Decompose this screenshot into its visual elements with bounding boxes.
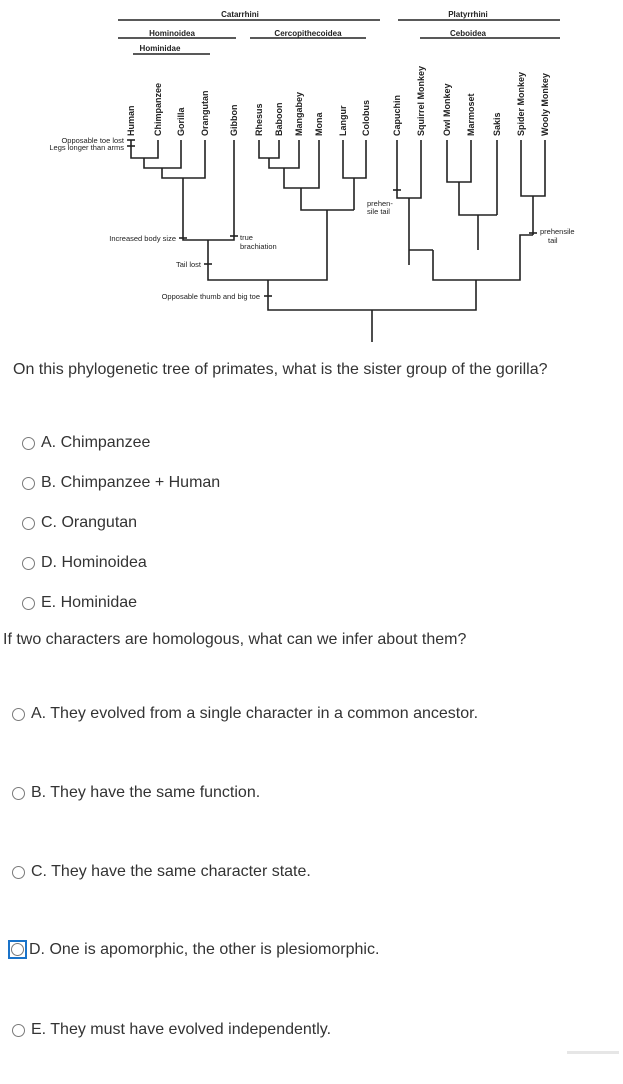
radio-icon[interactable]: [22, 437, 35, 450]
q1-option-c-label: C. Orangutan: [41, 514, 138, 531]
q1-option-a-label: A. Chimpanzee: [41, 434, 151, 451]
trait-tail-lost: Tail lost: [175, 260, 201, 269]
group-label-hominoidea: Hominoidea: [149, 29, 195, 38]
q2-option-d[interactable]: [8, 940, 379, 959]
taxon-label: Gibbon: [229, 104, 239, 136]
radio-icon[interactable]: [12, 1024, 25, 1037]
q2-option-e[interactable]: [12, 1021, 331, 1039]
taxon-label: Human: [126, 105, 136, 136]
focus-ring[interactable]: [8, 940, 27, 959]
taxon-label: Wooly Monkey: [540, 73, 550, 136]
q2-option-c-label: C. They have the same character state.: [31, 863, 311, 880]
q2-option-c[interactable]: [12, 863, 311, 881]
trait-opposable-thumb-big-toe: Opposable thumb and big toe: [161, 292, 260, 301]
q1-option-b-label: B. Chimpanzee + Human: [41, 474, 221, 491]
group-label-cercopithecoidea: Cercopithecoidea: [274, 29, 342, 38]
trait-true-brachiation-line2: brachiation: [240, 242, 277, 251]
trait-true-brachiation-line1: true: [240, 233, 253, 242]
taxon-label: Sakis: [492, 112, 502, 136]
q2-option-b[interactable]: [12, 784, 260, 802]
question-1-text: On this phylogenetic tree of primates, what is the sister group of the gorilla?: [13, 361, 548, 378]
group-label-catarrhini: Catarrhini: [221, 10, 259, 19]
radio-icon[interactable]: [22, 597, 35, 610]
taxon-label: Mangabey: [294, 91, 304, 136]
taxon-label: Baboon: [274, 102, 284, 136]
trait-prehensile-tail-1-line1: prehen-: [367, 199, 393, 208]
taxon-label: Owl Monkey: [442, 83, 452, 136]
trait-prehensile-tail-2-line2: tail: [548, 236, 558, 245]
radio-icon[interactable]: [22, 517, 35, 530]
q2-option-e-label: E. They must have evolved independently.: [31, 1021, 332, 1038]
q2-option-d-label: D. One is apomorphic, the other is plesiomorphic.: [29, 940, 380, 958]
taxon-label: Marmoset: [466, 93, 476, 136]
question-2-text: If two characters are homologous, what can we infer about them?: [3, 631, 467, 648]
radio-icon[interactable]: [12, 787, 25, 800]
group-label-ceboidea: Ceboidea: [449, 29, 487, 38]
taxon-label: Capuchin: [392, 94, 402, 136]
taxon-label: Mona: [314, 112, 324, 136]
taxon-label: Squirrel Monkey: [416, 65, 426, 136]
q1-option-e[interactable]: [22, 594, 137, 612]
trait-legs-longer-than-arms: Legs longer than arms: [49, 143, 124, 152]
q2-option-a[interactable]: [12, 705, 478, 723]
q1-option-a[interactable]: [22, 434, 150, 452]
taxon-label: Rhesus: [254, 103, 264, 136]
radio-icon[interactable]: [22, 557, 35, 570]
trait-prehensile-tail-1-line2: sile tail: [367, 207, 390, 216]
taxon-label: Langur: [338, 105, 348, 136]
q1-option-e-label: E. Hominidae: [41, 594, 138, 611]
group-label-hominidae: Hominidae: [139, 44, 181, 53]
taxon-label: Chimpanzee: [153, 82, 163, 136]
radio-icon[interactable]: [22, 477, 35, 490]
trait-prehensile-tail-2-line1: prehensile: [540, 227, 575, 236]
trait-opposable-toe-lost: Opposable toe lost: [61, 136, 124, 145]
trait-increased-body-size: Increased body size: [109, 234, 176, 243]
phylogenetic-tree: [0, 0, 623, 345]
q1-option-d-label: D. Hominoidea: [41, 554, 147, 571]
taxon-label: Spider Monkey: [516, 71, 526, 136]
radio-icon[interactable]: [12, 866, 25, 879]
q1-option-c[interactable]: [22, 514, 137, 532]
scrollbar-thumb[interactable]: [567, 1051, 619, 1054]
taxon-label: Orangutan: [200, 90, 210, 136]
group-label-platyrrhini: Platyrrhini: [448, 10, 488, 19]
radio-icon[interactable]: [12, 708, 25, 721]
radio-icon[interactable]: [11, 943, 24, 956]
q1-option-b[interactable]: [22, 474, 220, 492]
taxon-label: Gorilla: [176, 107, 186, 136]
q1-option-d[interactable]: [22, 554, 147, 572]
taxon-label: Colobus: [361, 100, 371, 136]
q2-option-a-label: A. They evolved from a single character in a common ancestor.: [31, 705, 479, 722]
q2-option-b-label: B. They have the same function.: [31, 784, 261, 801]
